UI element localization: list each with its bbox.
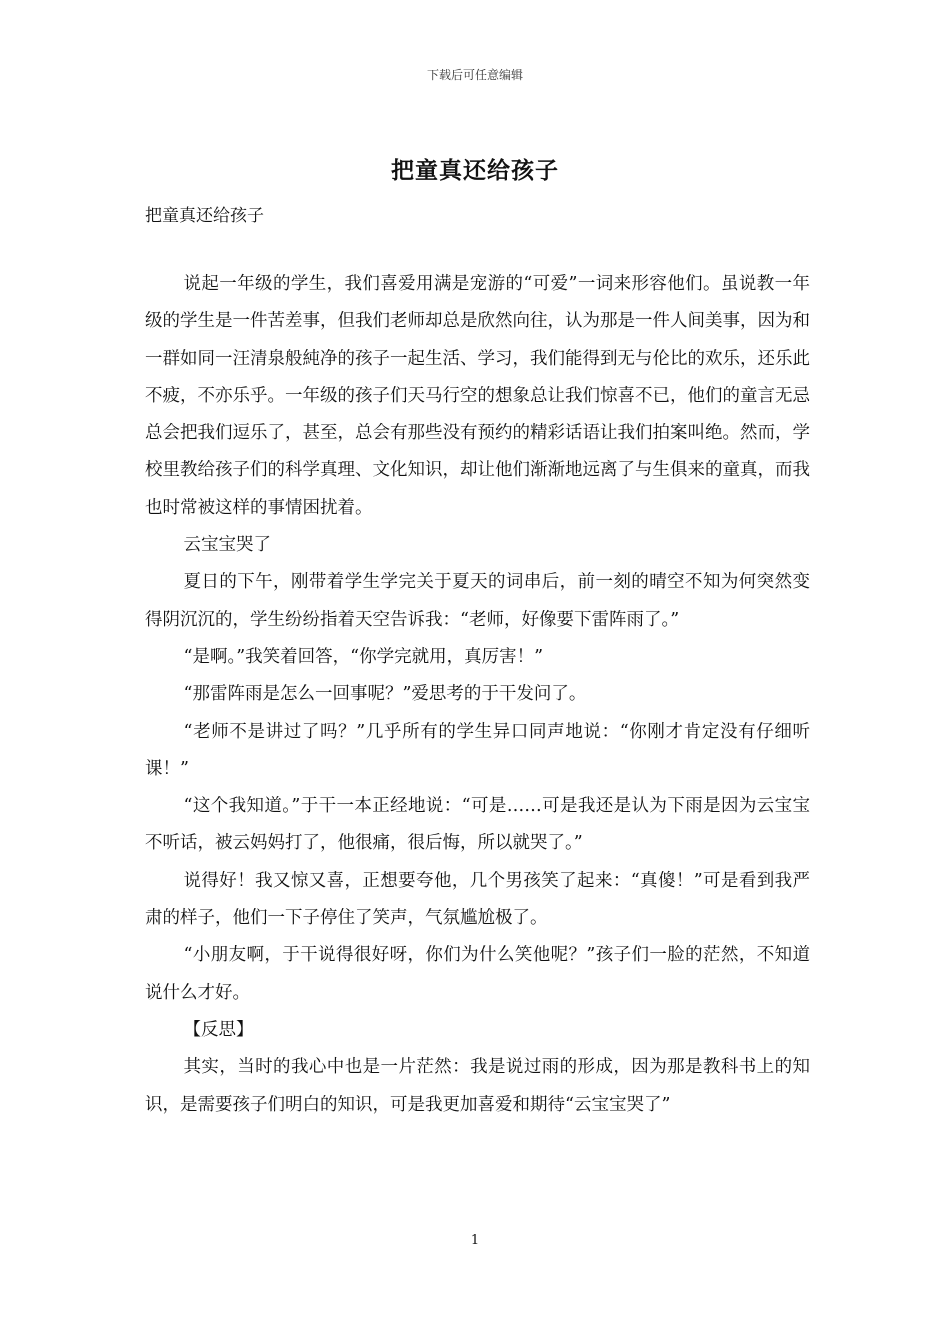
paragraph: “是啊。”我笑着回答，“你学完就用，真厉害！”: [183, 646, 544, 667]
reflection-heading: 【反思】: [183, 1019, 254, 1040]
paragraph: “那雷阵雨是怎么一回事呢？”爱思考的于干发问了。: [183, 684, 587, 705]
document-body: [145, 266, 810, 1124]
paragraph: 夏日的下午，刚带着学生学完关于夏天的词串后，前一刻的晴空不知为何突然变得阴沉沉的，学生纷纷指着天空告诉我：“老师，好像要下雷阵雨了。”: [145, 572, 810, 630]
paragraph: “老师不是讲过了吗？”几乎所有的学生异口同声地说：“你刚才肯定没有仔细听课！”: [145, 721, 810, 779]
paragraph: “这个我知道。”于干一本正经地说：“可是……可是我还是认为下雨是因为云宝宝不听话，被云妈妈打了，他很痛，很后悔，所以就哭了。”: [145, 796, 810, 854]
paragraph: “小朋友啊，于干说得很好呀，你们为什么笑他呢？”孩子们一脸的茫然，不知道说什么才好。: [145, 945, 810, 1003]
page-number: 1: [470, 1233, 480, 1248]
header-note: 下载后可任意编辑: [426, 68, 523, 82]
paragraph-intro: 说起一年级的学生，我们喜爱用满是宠游的“可爱”一词来形容他们。虽说教一年级的学生是一件苦差事，但我们老师却总是欣然向往，认为那是一件人间美事，因为和一群如同一汪清泉般純净的孩子一起生活、学习，我们能得到无与伦比的欢乐，还乐此不疲，不亦乐乎。一年级的孩子们天马行空的想象总让我们惊喜不已，他们的童言无忌总会把我们逗乐了，甚至，总会有那些没有预约的精彩话语让我们拍案叫绝。然而，学校里教给孩子们的科学真理、文化知识，却让他们渐渐地远离了与生俱来的童真，而我也时常被这样的事情困扰着。: [145, 274, 810, 518]
document-subtitle: 把童真还给孩子: [145, 206, 264, 226]
section-heading: 云宝宝哭了: [183, 535, 271, 556]
document-title: 把童真还给孩子: [391, 157, 559, 184]
paragraph: 其实，当时的我心中也是一片茫然：我是说过雨的形成，因为那是教科书上的知识，是需要孩子们明白的知识，可是我更加喜爱和期待“云宝宝哭了”: [145, 1057, 810, 1115]
paragraph: 说得好！我又惊又喜，正想要夸他，几个男孩笑了起来：“真傻！”可是看到我严肃的样子，他们一下子停住了笑声，气氛尴尬极了。: [145, 870, 810, 929]
